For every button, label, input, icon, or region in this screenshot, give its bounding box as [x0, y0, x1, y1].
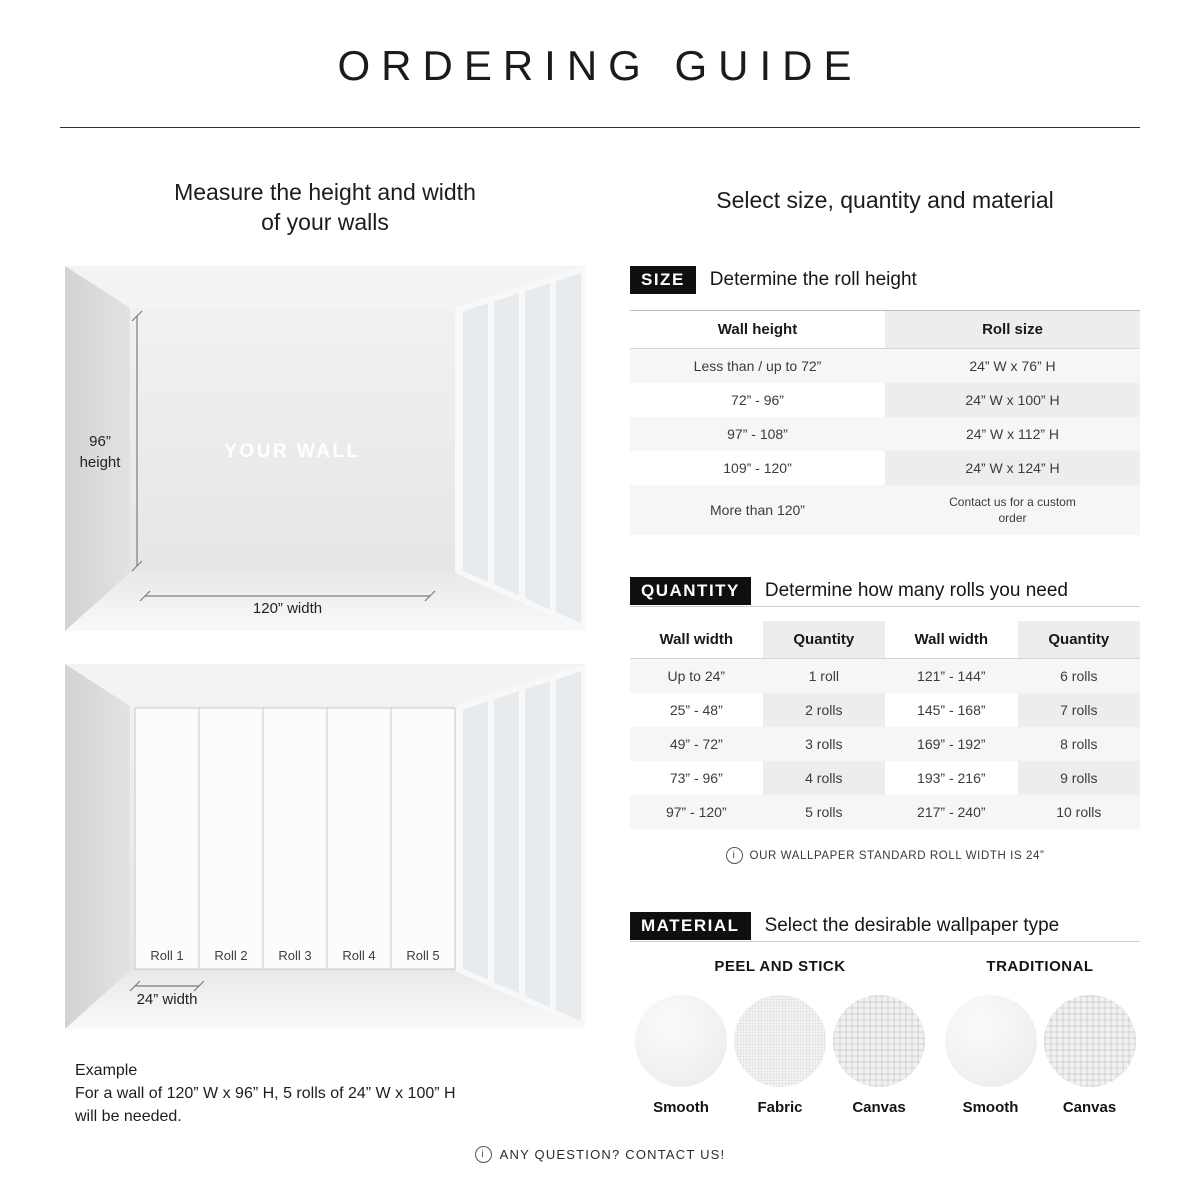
wallpaper-rolls [135, 708, 455, 969]
quantity-section-title: Determine how many rolls you need [764, 580, 1068, 602]
swatch-traditional-smooth [944, 995, 1038, 1116]
height-word: height [79, 453, 121, 471]
wall-width-header: Wall width [630, 621, 763, 659]
roll-size-cell: 24” W x 76” H [885, 348, 1140, 383]
wall-width-cell: 73” - 96” [669, 770, 723, 787]
roll-size-cell [885, 485, 1140, 535]
roll-width-note [630, 847, 1140, 864]
group-traditional [940, 958, 1140, 1116]
height-value: 96” [89, 432, 111, 450]
canvas-texture-sample [833, 995, 925, 1087]
roll-3-label: Roll 3 [278, 947, 312, 963]
height-dimension-label [69, 431, 131, 473]
quantity-table-row [630, 693, 1140, 727]
swatch-label: Smooth [653, 1099, 709, 1117]
size-table [630, 310, 1140, 535]
wall-height-cell: 72” - 96” [731, 391, 784, 408]
peel-and-stick-title: PEEL AND STICK [714, 958, 846, 976]
wall-width-cell: Up to 24” [630, 659, 763, 694]
measure-heading-line1: Measure the height and width [174, 179, 476, 205]
quantity-section-header [630, 577, 1140, 607]
swatch-peel-smooth [634, 995, 728, 1116]
measure-heading [65, 178, 585, 238]
quantity-cell: 2 rolls [763, 693, 885, 727]
quantity-cell: 8 rolls [1018, 727, 1140, 761]
quantity-cell: 7 rolls [1018, 693, 1140, 727]
select-heading: Select size, quantity and material [716, 187, 1054, 213]
smooth-texture-sample [945, 995, 1037, 1087]
width-dimension-label: 120” width [252, 599, 323, 617]
wall-height-cell: 97” - 108” [630, 417, 885, 451]
custom-order-note: Contact us for a custom order [949, 494, 1076, 526]
quantity-header: Quantity [763, 621, 885, 659]
roll-size-header: Roll size [885, 310, 1140, 348]
fabric-texture-sample [734, 995, 826, 1087]
select-section [630, 170, 1140, 1116]
measure-heading-line2: of your walls [261, 208, 389, 235]
footer-info-icon: i [475, 1146, 492, 1163]
wall-width-cell: 145” - 168” [917, 702, 986, 719]
quantity-table-row [630, 659, 1140, 694]
example-line1: For a wall of 120” W x 96” H, 5 rolls of 24” W x 100” H [75, 1084, 456, 1102]
info-icon: i [726, 847, 743, 864]
wall-width-cell: 169” - 192” [885, 727, 1018, 761]
example-line2: will be needed. [75, 1108, 182, 1126]
material-groups [630, 958, 1140, 1116]
quantity-cell: 9 rolls [1018, 761, 1140, 795]
swatch-peel-fabric [733, 995, 827, 1116]
wall-height-header: Wall height [630, 310, 885, 348]
roll-4-label: Roll 4 [342, 947, 376, 963]
size-table-row [630, 485, 1140, 535]
roll-5-label: Roll 5 [406, 947, 440, 963]
swatch-label: Fabric [757, 1099, 803, 1117]
quantity-cell: 5 rolls [763, 795, 885, 829]
roll-2-label: Roll 2 [214, 947, 248, 963]
quantity-table-row [630, 761, 1140, 795]
wall-width-header: Wall width [885, 621, 1018, 659]
wall-height-cell: More than 120” [630, 485, 885, 535]
quantity-table-row [630, 795, 1140, 829]
wall-width-cell: 193” - 216” [917, 770, 986, 787]
material-badge: MATERIAL [630, 912, 751, 940]
material-section-title: Select the desirable wallpaper type [764, 915, 1060, 937]
swatch-label: Canvas [1062, 1099, 1117, 1117]
quantity-cell: 4 rolls [763, 761, 885, 795]
wall-height-cell: 109” - 120” [723, 459, 792, 476]
size-table-header-row [630, 310, 1140, 348]
quantity-cell: 10 rolls [1018, 795, 1140, 829]
wall-height-cell: Less than / up to 72” [630, 348, 885, 383]
example-note [65, 1059, 585, 1129]
example-title: Example [75, 1061, 138, 1079]
quantity-header: Quantity [1018, 621, 1140, 659]
rolls-illustration [65, 664, 585, 1029]
title-divider [60, 127, 1140, 128]
size-table-row [630, 451, 1140, 485]
roll-size-cell: 24” W x 124” H [885, 451, 1140, 485]
room-diagram-rolls [65, 664, 585, 1029]
swatch-label: Smooth [962, 1099, 1019, 1117]
wall-width-cell: 121” - 144” [885, 659, 1018, 694]
roll-size-cell: 24” W x 100” H [885, 383, 1140, 417]
canvas-texture-sample [1044, 995, 1136, 1087]
footer-contact-note [0, 1146, 1200, 1163]
wall-width-cell: 49” - 72” [630, 727, 763, 761]
roll-size-cell: 24” W x 112” H [885, 417, 1140, 451]
material-section-header [630, 912, 1140, 942]
footer-contact-text: ANY QUESTION? CONTACT US! [499, 1147, 726, 1162]
swatch-label: Canvas [852, 1099, 906, 1117]
quantity-table-header-row [630, 621, 1140, 659]
size-table-row [630, 348, 1140, 383]
size-section-title: Determine the roll height [709, 268, 917, 290]
swatch-traditional-canvas [1043, 995, 1137, 1116]
size-table-row [630, 417, 1140, 451]
roll-1-label: Roll 1 [150, 947, 184, 963]
measure-section [65, 170, 585, 1128]
wall-width-cell: 25” - 48” [669, 702, 723, 719]
size-section-header [630, 266, 1140, 294]
your-wall-label: YOUR WALL [224, 440, 361, 462]
size-badge: SIZE [630, 266, 696, 294]
group-peel-and-stick [630, 958, 930, 1116]
room-diagram-wall [65, 266, 585, 631]
quantity-table [630, 621, 1140, 829]
traditional-title: TRADITIONAL [986, 958, 1094, 976]
quantity-badge: QUANTITY [630, 577, 751, 605]
swatch-peel-canvas [832, 995, 926, 1116]
roll-width-dimension-label: 24” width [136, 990, 198, 1008]
size-table-row [630, 383, 1140, 417]
quantity-cell: 3 rolls [763, 727, 885, 761]
roll-width-note-text: OUR WALLPAPER STANDARD ROLL WIDTH IS 24” [749, 849, 1045, 862]
smooth-texture-sample [635, 995, 727, 1087]
wall-width-cell: 97” - 120” [630, 795, 763, 829]
quantity-cell: 6 rolls [1018, 659, 1140, 694]
page-title: ORDERING GUIDE [337, 42, 863, 89]
quantity-table-row [630, 727, 1140, 761]
wall-width-cell: 217” - 240” [885, 795, 1018, 829]
quantity-cell: 1 roll [763, 659, 885, 694]
